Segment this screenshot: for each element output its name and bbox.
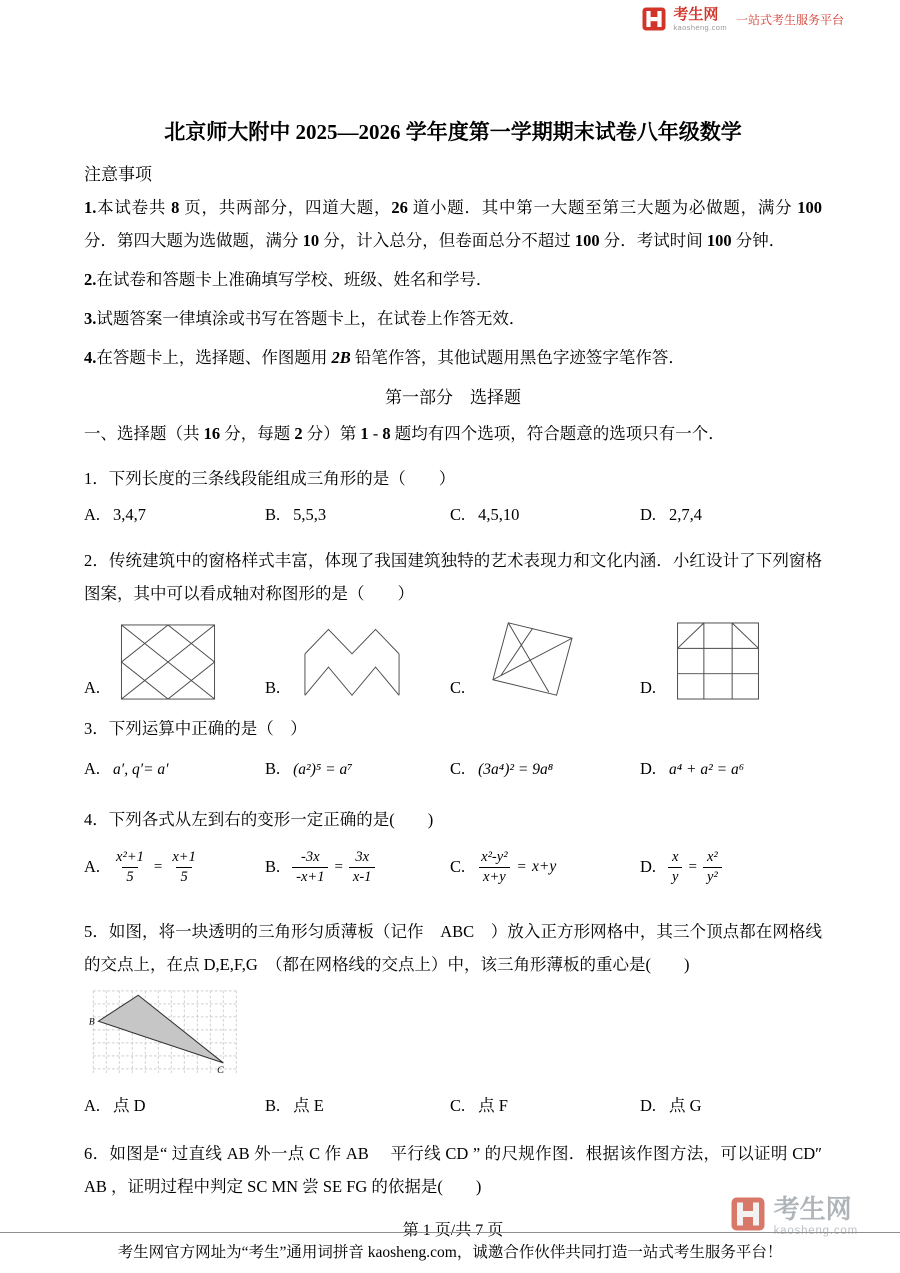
q5-option-d	[640, 1091, 822, 1121]
notice-item-1: 1.本试卷共 8 页，共两部分，四道大题，26 道小题．其中第一大题至第三大题为必做题，满分 100 分．第四大题为选做题，满分 10 分，计入总分，但卷面总分不超过 100 分．考试时间 100 分钟．	[84, 198, 823, 250]
option-label: B.	[265, 1095, 281, 1115]
option-value: 点 G	[669, 1095, 702, 1115]
site-logo	[642, 7, 844, 32]
q4-option-c	[450, 848, 640, 887]
formula: a⁴ + a² = a⁶	[669, 761, 745, 778]
fraction-numerator: x²	[706, 849, 718, 865]
option-label: D.	[640, 1095, 657, 1115]
fraction-numerator: 3x	[355, 849, 370, 865]
q3-option-d	[640, 754, 822, 785]
option-label: B.	[265, 759, 281, 778]
notice-item-4: 4.在答题卡上，选择题、作图题用 2B 铅笔作答，其他试题用黑色字迹签字笔作答．	[84, 348, 685, 367]
window-lattice-d-image	[676, 622, 760, 700]
brand-name: 考生网	[673, 6, 719, 23]
fraction-denominator: -x+1	[292, 867, 328, 887]
option-value: 2,7,4	[669, 505, 703, 524]
q1-option-d	[640, 500, 822, 530]
footer-banner-text: 考生网官方网址为“考生”通用词拼音 kaosheng.com，诚邀合作伙伴共同打造一站式考生服务平台！	[117, 1244, 783, 1261]
window-lattice-b-image	[300, 620, 404, 700]
q4-option-a	[84, 848, 265, 887]
equals-sign: =	[334, 859, 343, 876]
right-expression: x+y	[532, 858, 557, 876]
q3-option-a	[84, 754, 265, 785]
window-lattice-a-image	[120, 624, 216, 700]
q4-option-d	[640, 848, 822, 887]
fraction-denominator: 5	[176, 867, 191, 887]
q1-option-a	[84, 500, 265, 530]
question-4-text: 4．下列各式从左到右的变形一定正确的是( )	[84, 810, 434, 829]
exam-content	[0, 116, 900, 1240]
option-label: D.	[640, 759, 657, 778]
option-label: A.	[84, 1095, 101, 1115]
triangle-grid-image	[88, 989, 244, 1076]
vertex-c-label: C	[217, 1065, 224, 1076]
fraction-denominator: y	[668, 867, 682, 887]
option-label: A.	[84, 678, 101, 697]
watermark-text	[773, 1193, 858, 1238]
q2-figure-b	[265, 620, 450, 700]
section1-heading: 一、选择题（共 16 分，每题 2 分）第 1 - 8 题均有四个选项，符合题意的选项只有一个．	[84, 424, 725, 443]
equals-sign: =	[517, 859, 527, 876]
equals-sign: =	[153, 859, 163, 876]
option-value: 点 F	[478, 1095, 508, 1115]
left-fraction	[477, 848, 511, 887]
window-lattice-c-image	[485, 618, 577, 700]
option-label: B.	[265, 678, 281, 697]
option-label: C.	[450, 505, 466, 524]
q2-figure-d	[640, 622, 822, 700]
q2-figure-c	[450, 618, 640, 700]
fraction-denominator: x+y	[479, 867, 510, 887]
brand-tagline: 一站式考生服务平台	[735, 12, 844, 27]
notice-heading: 注意事项	[84, 165, 152, 184]
option-value: 点 E	[293, 1095, 324, 1115]
right-fraction	[703, 848, 722, 887]
option-label: C.	[450, 857, 466, 877]
option-label: A.	[84, 857, 101, 877]
equals-sign: =	[688, 859, 697, 876]
option-label: C.	[450, 759, 466, 778]
question-4-options	[84, 848, 822, 887]
triangle-board	[98, 995, 223, 1063]
option-label: A.	[84, 759, 101, 778]
q5-option-a	[84, 1091, 265, 1121]
question-5-text: 5．如图，将一块透明的三角形匀质薄板（记作 ABC ）放入正方形网格中，其三个顶点都在网格线的交点上，在点 D,E,F,G （都在网格线的交点上）中，该三角形薄板的重心是( )	[84, 921, 822, 974]
kaosheng-logo-icon	[642, 7, 666, 31]
option-label: B.	[265, 505, 281, 524]
question-3-text: 3．下列运算中正确的是（ ）	[84, 719, 307, 738]
q1-option-b	[265, 500, 450, 530]
brand-text	[673, 7, 727, 32]
question-2-figures	[84, 618, 822, 700]
right-fraction	[168, 848, 199, 887]
formula: (3a⁴)² = 9a⁸	[478, 761, 554, 778]
fraction-numerator: x²-y²	[481, 849, 508, 865]
q1-option-c	[450, 500, 640, 530]
question-2-text: 2．传统建筑中的窗格样式丰富，体现了我国建筑独特的艺术表现力和文化内涵．小红设计了下列窗格图案，其中可以看成轴对称图形的是（ ）	[84, 551, 822, 603]
left-fraction	[112, 848, 148, 887]
part1-heading: 第一部分 选择题	[385, 388, 521, 407]
question-5-figure	[88, 989, 822, 1081]
option-label: D.	[640, 678, 657, 697]
vertex-b-label: B	[88, 1017, 95, 1028]
q3-option-c	[450, 754, 640, 785]
brand-domain: kaosheng.com	[673, 23, 727, 32]
option-label: D.	[640, 857, 657, 877]
option-value: 5,5,3	[293, 505, 327, 524]
fraction-numerator: -3x	[301, 849, 320, 865]
notice-item-3: 3.试题答案一律填涂或书写在答题卡上，在试卷上作答无效．	[84, 309, 526, 328]
kaosheng-watermark	[731, 1193, 858, 1238]
notice-item-2: 2.在试卷和答题卡上准确填写学校、班级、姓名和学号．	[84, 270, 493, 289]
fraction-numerator: x²+1	[116, 849, 144, 865]
fraction-numerator: x+1	[172, 849, 196, 865]
watermark-domain: kaosheng.com	[773, 1224, 858, 1237]
option-value: 3,4,7	[113, 505, 147, 524]
footer-banner	[0, 1232, 900, 1273]
q5-option-c	[450, 1091, 640, 1121]
q4-option-b	[265, 848, 450, 887]
page-indicator: 第 1 页/共 7 页	[402, 1221, 504, 1239]
question-6-text: 6．如图是“ 过直线 AB 外一点 C 作 AB 平行线 CD ” 的尺规作图．根据该作图方法，可以证明 CD″ AB ，证明过程中判定 SC MN 尝 SE FG 的依据是( )	[84, 1143, 822, 1196]
option-label: D.	[640, 505, 657, 524]
fraction-denominator: y²	[703, 867, 722, 887]
q2-figure-a	[84, 624, 265, 700]
option-value: 点 D	[113, 1095, 146, 1115]
option-label: B.	[265, 857, 281, 877]
question-1-options	[84, 500, 822, 530]
question-3-options	[84, 754, 822, 785]
fraction-denominator: x-1	[349, 867, 376, 887]
option-label: A.	[84, 505, 101, 524]
formula: a′, q′= a′	[113, 761, 169, 778]
fraction-denominator: 5	[122, 867, 137, 887]
option-label: C.	[450, 678, 466, 697]
exam-title: 北京师大附中 2025—2026 学年度第一学期期末试卷八年级数学	[164, 120, 742, 144]
kaosheng-watermark-icon	[731, 1197, 765, 1236]
left-fraction	[668, 848, 682, 887]
fraction-numerator: x	[672, 849, 679, 865]
right-fraction	[349, 848, 376, 887]
question-1-text: 1．下列长度的三条线段能组成三角形的是（ ）	[84, 469, 456, 488]
q5-option-b	[265, 1091, 450, 1121]
option-label: C.	[450, 1095, 466, 1115]
option-value: 4,5,10	[478, 505, 520, 524]
q3-option-b	[265, 754, 450, 785]
formula: (a²)⁵ = a⁷	[293, 761, 353, 778]
question-5-options	[84, 1091, 822, 1121]
watermark-name: 考生网	[773, 1193, 852, 1224]
left-fraction	[292, 848, 328, 887]
